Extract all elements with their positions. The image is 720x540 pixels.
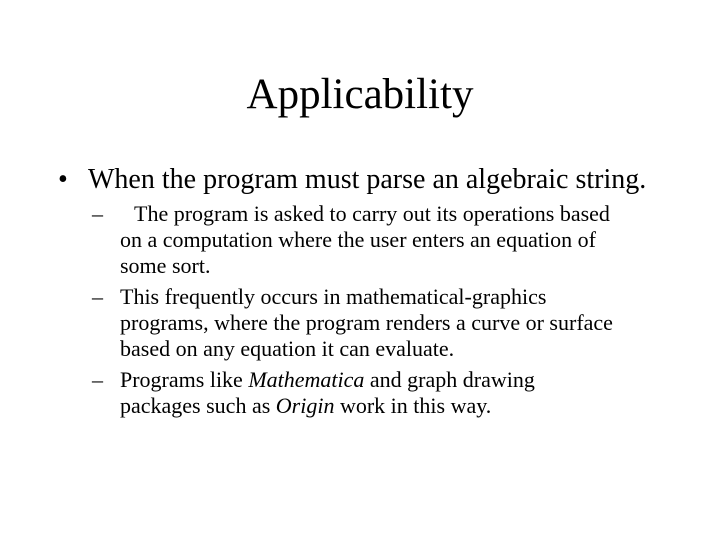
sub-bullet-line: some sort. bbox=[120, 253, 211, 278]
text-segment: and graph drawing bbox=[364, 367, 535, 392]
sub-bullet-line bbox=[120, 367, 672, 393]
software-name: Origin bbox=[275, 393, 335, 418]
text-segment: packages such as bbox=[120, 393, 276, 418]
text-segment: Programs like bbox=[120, 367, 249, 392]
sub-bullet bbox=[92, 284, 672, 362]
main-bullet-text: When the program must parse an algebraic string. bbox=[88, 164, 647, 195]
sub-bullet-line bbox=[120, 393, 672, 419]
sub-bullet bbox=[92, 201, 672, 279]
sub-bullet-line: based on any equation it can evaluate. bbox=[120, 336, 455, 361]
sub-bullet-line: This frequently occurs in mathematical-graphics bbox=[120, 284, 547, 309]
main-bullet bbox=[58, 163, 646, 197]
sub-bullet-list bbox=[92, 201, 672, 424]
sub-bullet-line: programs, where the program renders a curve or surface bbox=[120, 310, 613, 335]
sub-bullet-marker: – bbox=[92, 284, 103, 309]
slide-title: Applicability bbox=[246, 71, 474, 118]
bullet-marker: • bbox=[58, 164, 68, 195]
sub-bullet-marker: – bbox=[92, 367, 103, 392]
text-segment: work in this way. bbox=[334, 393, 492, 418]
sub-bullet-line: on a computation where the user enters an equation of bbox=[120, 227, 596, 252]
sub-bullet-line: The program is asked to carry out its operations based bbox=[134, 201, 610, 226]
sub-bullet bbox=[92, 367, 672, 419]
sub-bullet-marker: – bbox=[92, 201, 103, 226]
software-name: Mathematica bbox=[248, 367, 365, 392]
